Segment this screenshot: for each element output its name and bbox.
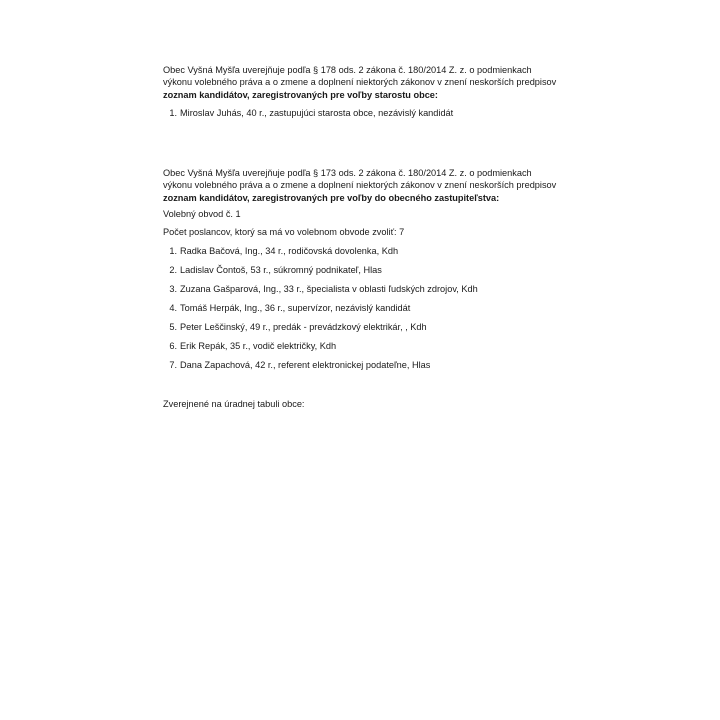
list-item-text: Zuzana Gašparová, Ing., 33 r., špecialista v oblasti ľudských zdrojov, Kdh xyxy=(180,284,478,294)
list-item-number: 5. xyxy=(169,322,177,332)
list-item-text: Miroslav Juhás, 40 r., zastupujúci starosta obce, nezávislý kandidát xyxy=(180,108,454,118)
list-item-text: Radka Bačová, Ing., 34 r., rodičovská dovolenka, Kdh xyxy=(180,246,399,256)
district-label: Volebný obvod č. 1 xyxy=(163,209,241,219)
list-item-number: 1. xyxy=(169,246,177,256)
section2-heading: zoznam kandidátov, zaregistrovaných pre voľby do obecného zastupiteľstva: xyxy=(163,192,500,203)
list-item-number: 3. xyxy=(169,284,177,294)
list-item-text: Tomáš Herpák, Ing., 36 r., supervízor, nezávislý kandidát xyxy=(180,303,411,313)
list-item-text: Dana Zapachová, 42 r., referent elektronickej podateľne, Hlas xyxy=(180,360,431,370)
list-item-text: Ladislav Čontoš, 53 r., súkromný podnikateľ, Hlas xyxy=(180,265,382,275)
list-item-text: Erik Repák, 35 r., vodič električky, Kdh xyxy=(180,341,337,351)
footer-note: Zverejnené na úradnej tabuli obce: xyxy=(163,399,305,409)
seats-count: Počet poslancov, ktorý sa má vo volebnom obvode zvoliť: 7 xyxy=(163,227,405,237)
list-item-number: 6. xyxy=(169,341,177,351)
list-item-number: 1. xyxy=(169,108,177,118)
section2-paragraph xyxy=(163,167,563,204)
section1-intro: Obec Vyšná Myšľa uverejňuje podľa § 178 ods. 2 zákona č. 180/2014 Z. z. o podmienkach výkonu volebného práva a o zmene a doplnení niektorých zákonov v znení neskorších predpisov xyxy=(163,65,557,88)
section2-intro: Obec Vyšná Myšľa uverejňuje podľa § 173 ods. 2 zákona č. 180/2014 Z. z. o podmienkach výkonu volebného práva a o zmene a doplnení niektorých zákonov v znení neskorších predpisov xyxy=(163,168,557,191)
section1-heading: zoznam kandidátov, zaregistrovaných pre voľby starostu obce: xyxy=(163,89,438,100)
list-item-number: 7. xyxy=(169,360,177,370)
list-item-text: Peter Leščinský, 49 r., predák - prevádzkový elektrikár, , Kdh xyxy=(180,322,427,332)
list-item-number: 4. xyxy=(169,303,177,313)
section1-paragraph xyxy=(163,64,563,101)
list-item-number: 2. xyxy=(169,265,177,275)
